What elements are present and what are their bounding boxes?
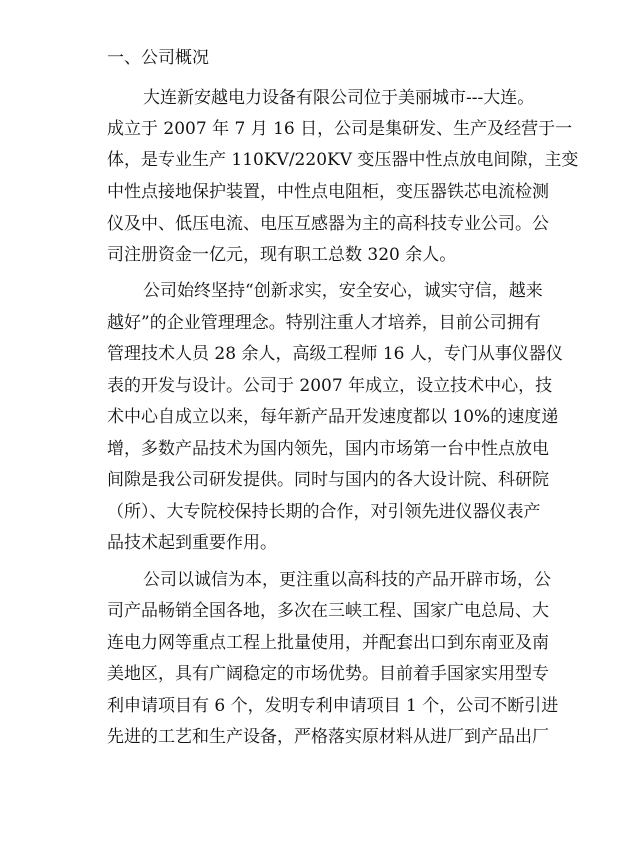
paragraph-line: 管理技术人员 28 余人，高级工程师 16 人，专门从事仪器仪 bbox=[107, 344, 563, 364]
paragraph-line: 表的开发与设计。公司于 2007 年成立，设立技术中心，技 bbox=[107, 376, 553, 396]
paragraph-line: 间隙是我公司研发提供。同时与国内的各大设计院、科研院 bbox=[107, 470, 549, 490]
paragraph-line: 增，多数产品技术为国内领先，国内市场第一台中性点放电 bbox=[107, 439, 549, 459]
paragraph-line: 司注册资金一亿元，现有职工总数 320 余人。 bbox=[107, 245, 457, 265]
paragraph-line: （所）、大专院校保持长期的合作，对引领先进仪器仪表产 bbox=[107, 502, 541, 522]
paragraph-line: 美地区，具有广阔稳定的市场优势。目前着手国家实用型专 bbox=[107, 664, 549, 684]
paragraph-line: 大连新安越电力设备有限公司位于美丽城市---大连。 bbox=[143, 88, 535, 108]
paragraph-line: 司产品畅销全国各地，多次在三峡工程、国家广电总局、大 bbox=[107, 601, 549, 621]
paragraph-line: 体，是专业生产 110KV/220KV 变压器中性点放电间隙，主变 bbox=[107, 150, 579, 170]
paragraph-line: 术中心自成立以来，每年新产品开发速度都以 10%的速度递 bbox=[107, 407, 559, 427]
paragraph-line: 利申请项目有 6 个，发明专利申请项目 1 个，公司不断引进 bbox=[107, 696, 559, 716]
paragraph-line: 公司始终坚持“创新求实，安全安心，诚实守信，越来 bbox=[143, 281, 543, 301]
paragraph-line: 中性点接地保护装置，中性点电阻柜，变压器铁芯电流检测 bbox=[107, 182, 549, 202]
paragraph-line: 越好”的企业管理理念。特别注重人才培养，目前公司拥有 bbox=[107, 313, 541, 333]
paragraph-line: 先进的工艺和生产设备，严格落实原材料从进厂到产品出厂 bbox=[107, 727, 549, 747]
paragraph-line: 公司以诚信为本，更注重以高科技的产品开辟市场，公 bbox=[143, 570, 551, 590]
section-heading: 一、公司概况 bbox=[107, 48, 209, 68]
paragraph-line: 成立于 2007 年 7 月 16 日，公司是集研发、生产及经营于一 bbox=[107, 119, 573, 139]
paragraph-line: 品技术起到重要作用。 bbox=[107, 533, 277, 553]
paragraph-line: 连电力网等重点工程上批量使用，并配套出口到东南亚及南 bbox=[107, 633, 549, 653]
paragraph-line: 仪及中、低压电流、电压互感器为主的高科技专业公司。公 bbox=[107, 214, 549, 234]
